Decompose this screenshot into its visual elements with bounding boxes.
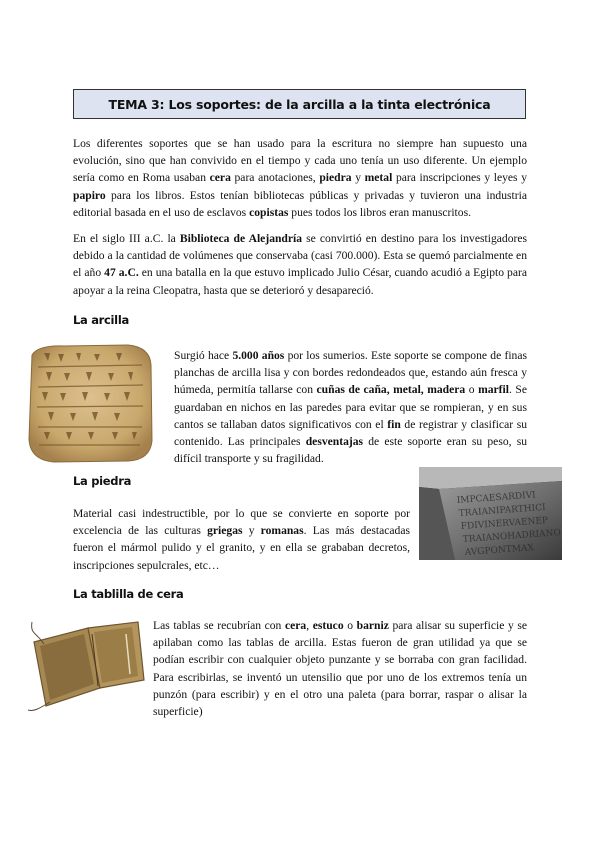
bold-term: romanas bbox=[260, 524, 304, 538]
heading-piedra: La piedra bbox=[73, 474, 132, 488]
bold-term: desventajas bbox=[305, 435, 364, 449]
arcilla-paragraph: Surgió hace 5.000 años por los sumerios. Este soporte se compone de finas planchas de arcilla lisa y con bordes redondeados que, estando aún fresca y húmeda, permitía tallarse con cuñas de caña, metal, madera o marfil. Se guardaban en nichos en las paredes para evitar que se rompieran, y en sus cantos se tallaban datos significativos con el fin de registrar y clasificar su contenido. Las principales desventajas de este soporte eran su peso, su difícil transporte y su fragilidad. bbox=[174, 349, 527, 466]
intro-paragraph-1: Los diferentes soportes que se han usado para la escritura no siempre han supuesto una evolución, sino que han convivido en el tiempo y cada uno tenía un uso diferente. Un ejemplo sería como en Roma usaban cera para anotaciones, piedra y metal para inscripciones y leyes y papiro para los libros. Estos tenían bibliotecas públicas y privadas y tuvieron una industria editorial basada en el uso de esclavos copistas pues todos los libros eran manuscritos. bbox=[73, 137, 527, 219]
bold-term: copistas bbox=[249, 205, 289, 219]
svg-text:FDIVINERVAENEP: FDIVINERVAENEP bbox=[460, 515, 549, 532]
bold-term: 47 a.C. bbox=[104, 266, 139, 280]
bold-term: barniz bbox=[356, 619, 389, 632]
page-title: TEMA 3: Los soportes: de la arcilla a la tinta electrónica bbox=[108, 96, 491, 112]
bold-term: fin bbox=[387, 417, 401, 431]
intro-paragraph-2: En el siglo III a.C. la Biblioteca de Alejandría se convirtió en destino para los investigadores debido a la cantidad de volúmenes que conservaba (casi 700.000). Esta se quemó parcialmente en el año 47 a.C. en una batalla en la que estuvo implicado Julio César, cuando acudió a Egipto para apoyar a la reina Cleopatra, hasta que se deterioró y desapareció. bbox=[73, 232, 528, 297]
svg-text:TRAIANOHADRIANO: TRAIANOHADRIANO bbox=[462, 528, 562, 545]
bold-term: marfil bbox=[478, 383, 509, 397]
wax-tablet-image bbox=[26, 614, 147, 715]
bold-term: papiro bbox=[73, 188, 106, 202]
bold-term: cuñas de caña, metal, madera bbox=[316, 383, 466, 397]
heading-arcilla: La arcilla bbox=[73, 313, 129, 327]
bold-term: estuco bbox=[312, 619, 344, 632]
svg-text:AVGPONTMAX: AVGPONTMAX bbox=[464, 543, 535, 558]
bold-term: Biblioteca de Alejandría bbox=[179, 232, 303, 245]
svg-text:TRAIANIPARTHICI: TRAIANIPARTHICI bbox=[458, 502, 546, 519]
title-box bbox=[73, 89, 526, 119]
bold-term: metal bbox=[364, 171, 393, 185]
piedra-paragraph: Material casi indestructible, por lo que se convierte en soporte por excelencia de las culturas griegas y romanas. Las más destacadas fueron el mármol pulido y el granito, y en ella se grababan decretos, inscripciones sepulcrales, etc… bbox=[73, 507, 411, 572]
bold-term: piedra bbox=[319, 171, 352, 185]
bold-term: cera bbox=[284, 619, 307, 632]
clay-tablet-image bbox=[24, 341, 155, 465]
bold-term: 5.000 años bbox=[232, 349, 285, 362]
stone-inscription-image bbox=[419, 467, 562, 560]
svg-text:IMPCAESARDIVI: IMPCAESARDIVI bbox=[456, 490, 537, 506]
bold-term: griegas bbox=[207, 524, 243, 538]
cera-paragraph: Las tablas se recubrían con cera, estuco o barniz para alisar su superficie y se apilaban como las tablas de arcilla. Estas fueron de gran utilidad ya que se podían escribir con cualquier objeto punzante y se borraba con gran facilidad. Para escribirlas, se inventó un utensilio que por uno de los extremos tenía un punzón (para escribir) y en el otro una paleta (para borrar, raspar o alisar la superficie) bbox=[153, 619, 527, 719]
bold-term: cera bbox=[209, 171, 231, 185]
heading-cera: La tablilla de cera bbox=[73, 587, 184, 601]
